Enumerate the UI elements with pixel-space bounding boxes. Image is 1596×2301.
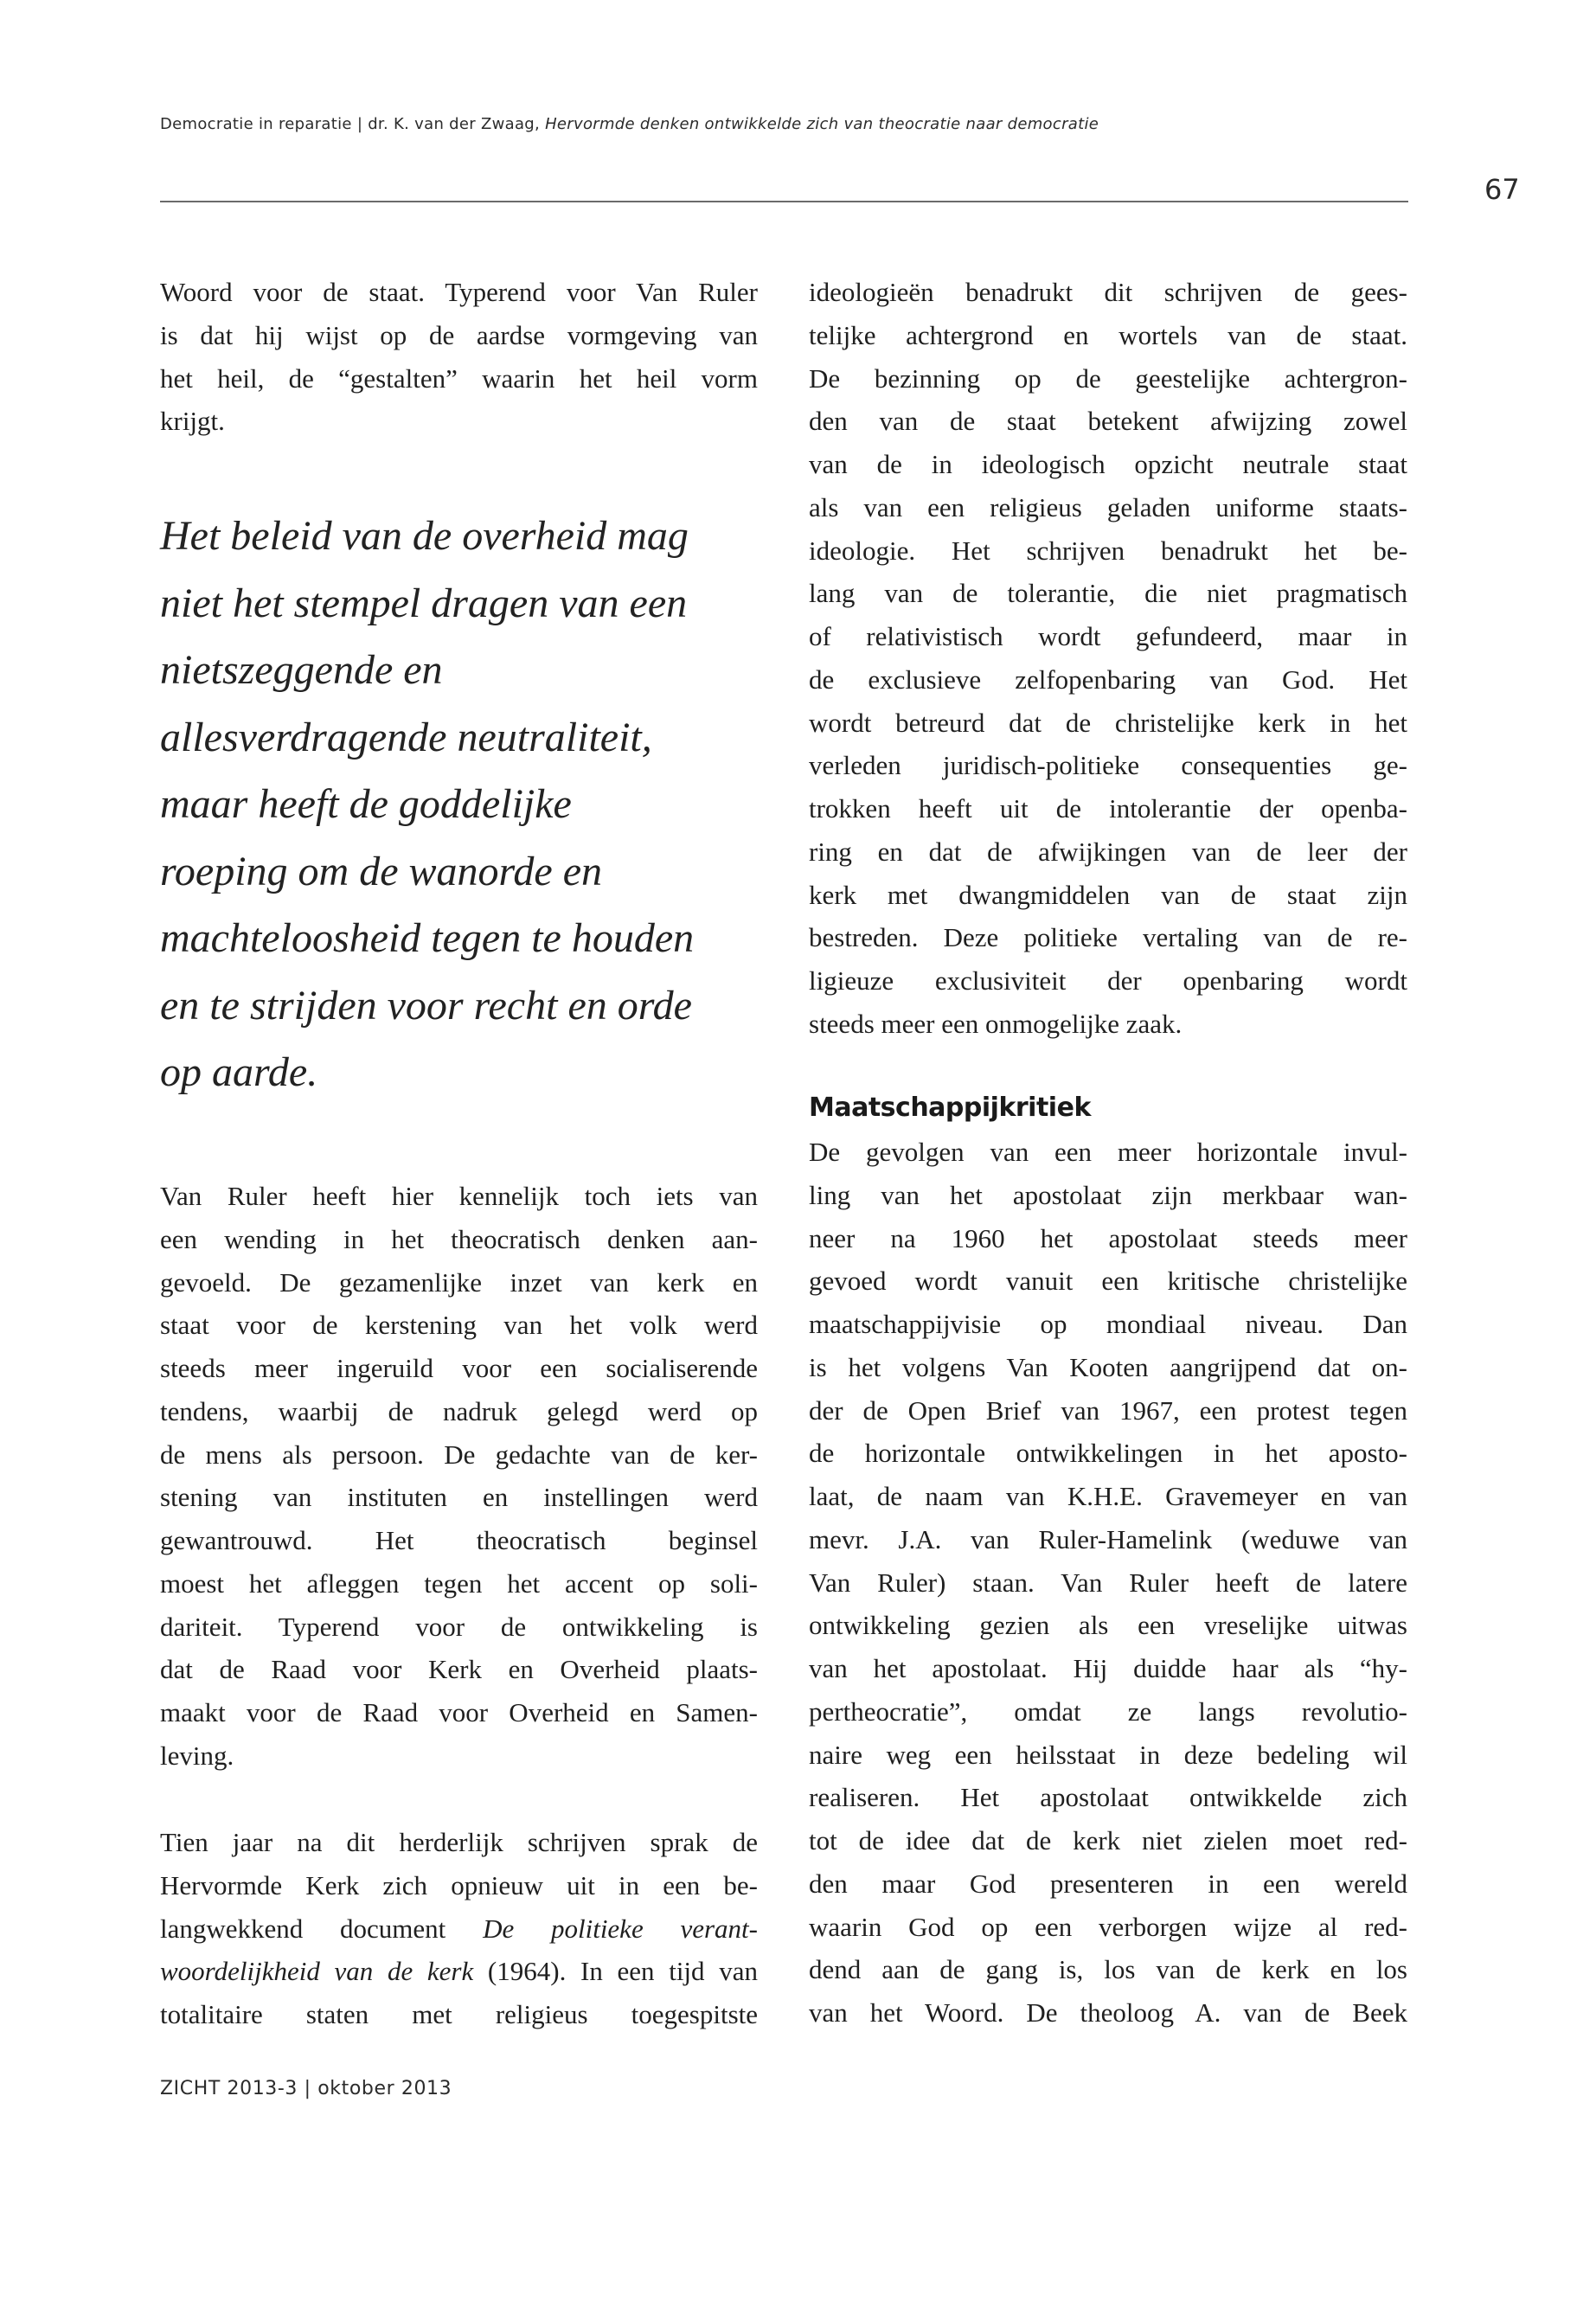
right-paragraph-2-line: ling van het apostolaat zijn merkbaar wan- — [809, 1179, 1407, 1210]
left-paragraph-3-line: Tien jaar na dit herderlijk schrijven sprak de — [160, 1827, 758, 1857]
right-paragraph-1-line: de exclusieve zelfopenbaring van God. Het — [809, 663, 1407, 695]
right-paragraph-1-line: ideologieën benadrukt dit schrijven de gees- — [809, 277, 1407, 307]
running-head-plain: Democratie in reparatie | dr. K. van der Zwaag, — [160, 115, 546, 133]
right-paragraph-1-line: ideologie. Het schrijven benadrukt het be- — [809, 535, 1407, 566]
document-title-italic: woordelijkheid van de kerk — [160, 1956, 474, 1987]
right-paragraph-2-line: de horizontale ontwikkelingen in het aposto- — [809, 1438, 1407, 1469]
right-paragraph-1-line: bestreden. Deze politieke vertaling van de re- — [809, 922, 1407, 953]
left-paragraph-2-line: staat voor de kerstening van het volk werd — [160, 1310, 758, 1341]
footer: ZICHT 2013-3 | oktober 2013 — [160, 2078, 452, 2099]
left-paragraph-2-line: gewantrouwd. Het theocratisch beginsel — [160, 1525, 758, 1555]
right-paragraph-1-line: De bezinning op de geestelijke achtergron- — [809, 362, 1407, 394]
right-paragraph-2-line: tot de idee dat de kerk niet zielen moet red- — [809, 1825, 1407, 1856]
right-paragraph-1-line: verleden juridisch-politieke consequenties ge- — [809, 750, 1407, 781]
right-paragraph-2-line: naire weg een heilsstaat in deze bedeling wil — [809, 1739, 1407, 1770]
right-paragraph-2-line: pertheocratie”, omdat ze langs revolutio- — [809, 1695, 1407, 1727]
right-paragraph-2-line: van het Woord. De theoloog A. van de Beek — [809, 1997, 1407, 2028]
right-paragraph-1-line: steeds meer een onmogelijke zaak. — [809, 1008, 1183, 1039]
right-paragraph-2-line: gevoed wordt vanuit een kritische christelijke — [809, 1266, 1407, 1297]
right-paragraph-1-line: trokken heeft uit de intolerantie der openba- — [809, 793, 1407, 824]
document-title-italic: De politieke verant- — [483, 1913, 758, 1944]
right-paragraph-2-line: dend aan de gang is, los van de kerk en los — [809, 1954, 1407, 1985]
left-paragraph-2-line: de mens als persoon. De gedachte van de ker- — [160, 1439, 758, 1470]
header-rule — [160, 201, 1408, 202]
left-paragraph-3-line — [160, 1907, 758, 1951]
left-paragraph-1-line: Woord voor de staat. Typerend voor Van Ruler — [160, 277, 758, 307]
left-paragraph-1-line: is dat hij wijst op de aardse vormgeving van — [160, 319, 758, 350]
right-paragraph-1-line: ring en dat de afwijkingen van de leer der — [809, 836, 1407, 867]
section-heading: Maatschappijkritiek — [809, 1093, 1091, 1123]
pull-quote-line: machteloosheid tegen te houden — [160, 915, 695, 961]
pull-quote-line: Het beleid van de overheid mag — [160, 513, 689, 559]
right-paragraph-1-line: den van de staat betekent afwijzing zowel — [809, 406, 1407, 437]
right-paragraph-1-line: wordt betreurd dat de christelijke kerk in het — [809, 707, 1407, 738]
pull-quote-line: maar heeft de goddelijke — [160, 781, 572, 827]
left-paragraph-2-line: Van Ruler heeft hier kennelijk toch iets van — [160, 1181, 758, 1211]
right-paragraph-1-line: lang van de tolerantie, die niet pragmatisch — [809, 578, 1407, 609]
right-paragraph-2-line: den maar God presenteren in een wereld — [809, 1868, 1407, 1899]
pull-quote-line: nietszeggende en — [160, 647, 443, 693]
left-paragraph-2-line: maakt voor de Raad voor Overheid en Samen- — [160, 1697, 758, 1727]
right-paragraph-2-line: Van Ruler) staan. Van Ruler heeft de latere — [809, 1567, 1407, 1598]
left-paragraph-2-line: stening van instituten en instellingen werd — [160, 1482, 758, 1513]
page-number: 67 — [1484, 173, 1520, 206]
right-paragraph-2-line: realiseren. Het apostolaat ontwikkelde zich — [809, 1782, 1407, 1813]
right-paragraph-2-line: maatschappijvisie op mondiaal niveau. Dan — [809, 1309, 1407, 1339]
left-paragraph-2-line: leving. — [160, 1740, 234, 1771]
left-paragraph-2-line: dat de Raad voor Kerk en Overheid plaats- — [160, 1654, 758, 1685]
pull-quote-line: niet het stempel dragen van een — [160, 580, 688, 626]
right-paragraph-2-line: neer na 1960 het apostolaat steeds meer — [809, 1222, 1407, 1253]
right-paragraph-1-line: of relativistisch wordt gefundeerd, maar in — [809, 621, 1407, 651]
right-paragraph-2-line: laat, de naam van K.H.E. Gravemeyer en van — [809, 1481, 1407, 1511]
left-paragraph-3-line: Hervormde Kerk zich opnieuw uit in een be- — [160, 1869, 758, 1900]
right-paragraph-2-line: waarin God op een verborgen wijze al red- — [809, 1911, 1407, 1942]
left-paragraph-2-line: een wending in het theocratisch denken aan- — [160, 1223, 758, 1254]
running-head-article-title: Hervormde denken ontwikkelde zich van theocratie naar democratie — [545, 115, 1099, 133]
pull-quote-line: roeping om de wanorde en — [160, 848, 603, 894]
right-paragraph-2-line: ontwikkeling gezien als een vreselijke uitwas — [809, 1610, 1407, 1641]
running-head — [160, 115, 1099, 133]
left-paragraph-2-line: gevoeld. De gezamenlijke inzet van kerk en — [160, 1266, 758, 1298]
text-run: langwekkend document — [160, 1913, 484, 1944]
left-paragraph-1-line: krijgt. — [160, 406, 225, 437]
pull-quote-line: en te strijden voor recht en orde — [160, 982, 692, 1029]
right-paragraph-2-line: van het apostolaat. Hij duidde haar als “hy- — [809, 1653, 1407, 1683]
text-run: (1964). In een tijd van — [473, 1956, 758, 1987]
right-paragraph-2-line: is het volgens Van Kooten aangrijpend dat on- — [809, 1351, 1407, 1382]
left-paragraph-1-line: het heil, de “gestalten” waarin het heil vorm — [160, 362, 758, 394]
right-paragraph-1-line: ligieuze exclusiviteit der openbaring wordt — [809, 965, 1407, 996]
right-paragraph-1-line: als van een religieus geladen uniforme staats- — [809, 491, 1407, 522]
left-paragraph-2-line: tendens, waarbij de nadruk gelegd werd op — [160, 1395, 758, 1426]
left-paragraph-2-line: steeds meer ingeruild voor een socialiserende — [160, 1353, 758, 1383]
pull-quote-line: allesverdragende neutraliteit, — [160, 714, 652, 760]
right-paragraph-1-line: kerk met dwangmiddelen van de staat zijn — [809, 879, 1407, 910]
left-paragraph-2-line: moest het afleggen tegen het accent op soli- — [160, 1567, 758, 1599]
left-paragraph-3-line: totalitaire staten met religieus toegespitste — [160, 1999, 758, 2029]
left-paragraph-3-line — [160, 1950, 758, 1993]
left-paragraph-2-line: dariteit. Typerend voor de ontwikkeling is — [160, 1611, 758, 1642]
pull-quote-line: op aarde. — [160, 1049, 318, 1095]
right-paragraph-1-line: telijke achtergrond en wortels van de staat. — [809, 319, 1407, 350]
right-paragraph-2-line: De gevolgen van een meer horizontale invul- — [809, 1137, 1407, 1167]
right-paragraph-1-line: van de in ideologisch opzicht neutrale staat — [809, 449, 1407, 479]
right-paragraph-2-line: der de Open Brief van 1967, een protest tegen — [809, 1394, 1407, 1426]
right-paragraph-2-line: mevr. J.A. van Ruler-Hamelink (weduwe van — [809, 1523, 1407, 1554]
